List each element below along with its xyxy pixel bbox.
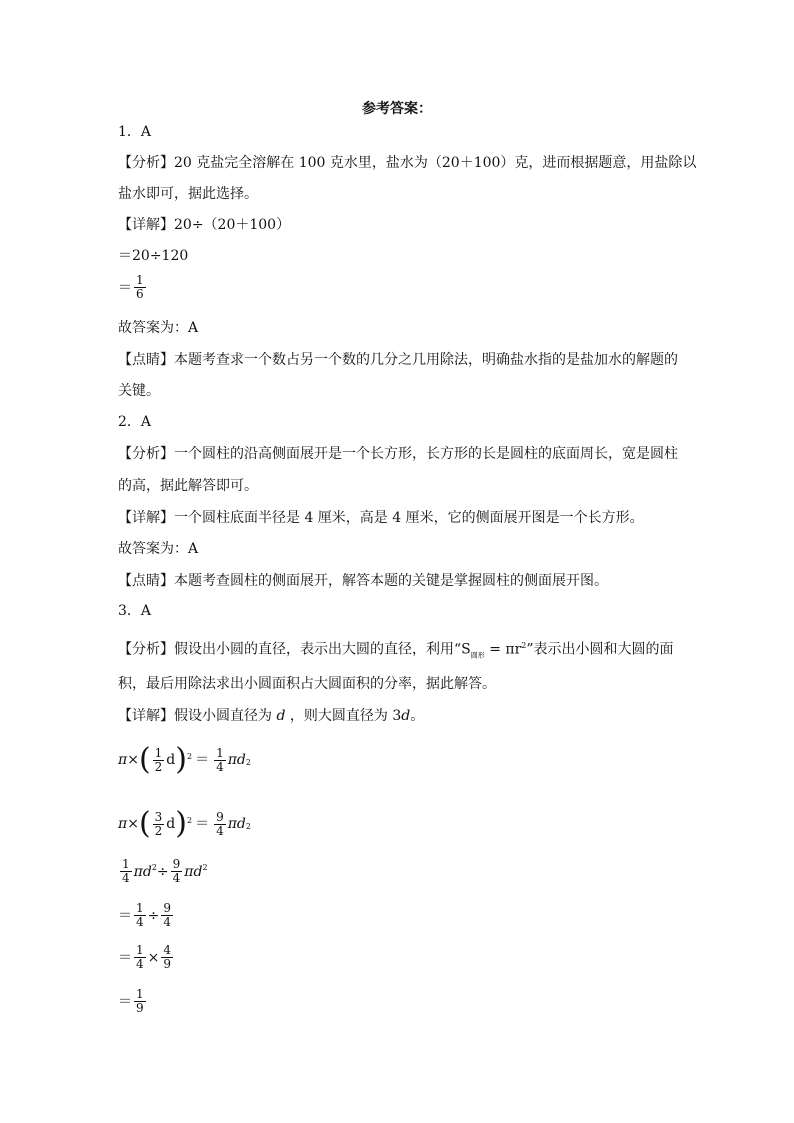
pi-symbol: π xyxy=(118,816,128,832)
numerator: 3 xyxy=(154,809,163,824)
denominator: 4 xyxy=(172,871,181,885)
question-1-number: 1．A xyxy=(118,124,152,140)
numerator: 1 xyxy=(122,857,130,871)
denominator: 4 xyxy=(136,915,144,929)
formula-small-circle-area xyxy=(118,742,251,778)
fraction-3-2 xyxy=(153,811,165,838)
q3-detail xyxy=(118,706,424,726)
pi-d-term: πd xyxy=(184,863,203,880)
q3-analysis-line-2: 积，最后用除法求出小圆面积占大圆面积的分率，据此解答。 xyxy=(118,676,496,692)
equals-sign: ＝ xyxy=(118,993,132,1010)
denominator: 9 xyxy=(136,1001,144,1015)
fraction-1-4 xyxy=(134,944,146,971)
equals-sign: ＝ xyxy=(118,907,132,924)
fraction-9-4 xyxy=(161,902,173,929)
numerator: 1 xyxy=(136,987,144,1001)
q1-analysis-line-2: 盐水即可，据此选择。 xyxy=(118,186,258,202)
exponent: 2 xyxy=(186,752,193,761)
fraction-9-4 xyxy=(171,858,183,885)
q1-analysis-line-1: 【分析】20 克盐完全溶解在 100 克水里，盐水为（20＋100）克，进而根据题意，用盐除以 xyxy=(118,155,697,171)
q3-analysis-subscript: 圆形 xyxy=(470,651,485,660)
q2-comment: 【点睛】本题考查圆柱的侧面展开，解答本题的关键是掌握圆柱的侧面展开图。 xyxy=(118,573,608,589)
numerator: 1 xyxy=(136,273,144,287)
right-paren: ) xyxy=(175,806,187,841)
q3-analysis-text-c: ”表示出小圆和大圆的面 xyxy=(526,641,674,658)
exponent: 2 xyxy=(186,816,193,825)
numerator: 9 xyxy=(163,901,172,915)
times-sign: × xyxy=(147,949,160,966)
formula-step-multiply xyxy=(118,944,175,971)
numerator: 1 xyxy=(216,745,224,760)
q1-comment-line-1: 【点睛】本题考查求一个数占另一个数的几分之几用除法，明确盐水指的是盐加水的解题的 xyxy=(118,352,678,368)
divide-sign: ÷ xyxy=(147,907,160,924)
q3-detail-text-b: ，则大圆直径为 3 xyxy=(289,708,402,724)
q3-analysis-text-a: 【分析】假设出小圆的直径，表示出大圆的直径，利用“S xyxy=(118,641,471,658)
fraction-1-4 xyxy=(120,858,132,885)
variable-d: d xyxy=(401,708,411,724)
q2-analysis-line-1: 【分析】一个圆柱的沿高侧面展开是一个长方形，长方形的长是圆柱的底面周长，宽是圆柱 xyxy=(118,446,678,462)
denominator: 6 xyxy=(136,287,144,301)
exponent: 2 xyxy=(202,863,208,872)
fraction-1-9 xyxy=(134,988,146,1015)
question-3-number: 3．A xyxy=(118,603,152,619)
left-paren: ( xyxy=(138,742,151,777)
denominator: 4 xyxy=(163,915,172,929)
equals-sign: ＝ xyxy=(195,816,210,832)
q1-step-1: ＝20÷120 xyxy=(118,248,189,264)
fraction-1-4 xyxy=(134,902,146,929)
page-title: 参考答案： xyxy=(362,101,432,117)
pi-symbol: π xyxy=(118,752,128,768)
denominator: 9 xyxy=(163,957,172,971)
denominator: 4 xyxy=(216,823,224,838)
denominator: 2 xyxy=(154,823,163,838)
q1-step-2 xyxy=(118,274,148,301)
exponent: 2 xyxy=(245,822,251,831)
q3-detail-text-c: 。 xyxy=(410,708,425,724)
formula-large-circle-area xyxy=(118,806,251,842)
left-paren: ( xyxy=(138,806,151,841)
exponent: 2 xyxy=(245,758,251,767)
numerator: 9 xyxy=(216,809,224,824)
exponent: 2 xyxy=(151,863,157,872)
formula-result xyxy=(118,988,148,1015)
fraction-9-4 xyxy=(214,811,226,838)
q1-comment-line-2: 关键。 xyxy=(118,383,160,399)
numerator: 9 xyxy=(172,857,181,871)
q1-answer: 故答案为：A xyxy=(118,320,199,336)
denominator: 2 xyxy=(154,759,163,774)
q3-analysis-text-b: = πr xyxy=(484,641,522,658)
numerator: 1 xyxy=(136,901,144,915)
numerator: 1 xyxy=(154,745,163,760)
q2-answer: 故答案为：A xyxy=(118,541,199,557)
pi-d-term: πd xyxy=(133,863,152,880)
times-sign: × xyxy=(127,816,139,832)
fraction-4-9 xyxy=(161,944,173,971)
variable-d: d xyxy=(166,816,176,832)
numerator: 4 xyxy=(163,943,172,957)
numerator: 1 xyxy=(136,943,144,957)
right-paren: ) xyxy=(175,742,187,777)
times-sign: × xyxy=(127,752,139,768)
q3-analysis-line-1 xyxy=(118,636,674,665)
pi-d-term: πd xyxy=(227,816,246,832)
variable-d: d xyxy=(276,708,286,724)
q3-detail-text-a: 【详解】假设小圆直径为 xyxy=(118,708,272,724)
q2-detail: 【详解】一个圆柱底面半径是 4 厘米，高是 4 厘米，它的侧面展开图是一个长方形。 xyxy=(118,510,644,526)
divide-sign: ÷ xyxy=(156,863,169,880)
denominator: 4 xyxy=(216,759,224,774)
pi-d-term: πd xyxy=(227,752,246,768)
variable-d: d xyxy=(166,752,176,768)
equals-sign: ＝ xyxy=(118,949,132,966)
q1-detail: 【详解】20÷（20＋100） xyxy=(118,217,291,233)
fraction-1-6 xyxy=(134,274,146,301)
fraction-1-2 xyxy=(153,747,165,774)
equals-sign: ＝ xyxy=(195,752,210,768)
formula-division xyxy=(118,858,208,885)
formula-step-divide xyxy=(118,902,175,929)
q3-analysis-superscript: 2 xyxy=(521,641,527,650)
q2-analysis-line-2: 的高，据此解答即可。 xyxy=(118,478,258,494)
denominator: 4 xyxy=(136,957,144,971)
question-2-number: 2．A xyxy=(118,414,152,430)
fraction-1-4 xyxy=(214,747,226,774)
equals-sign: ＝ xyxy=(118,279,132,296)
denominator: 4 xyxy=(122,871,130,885)
